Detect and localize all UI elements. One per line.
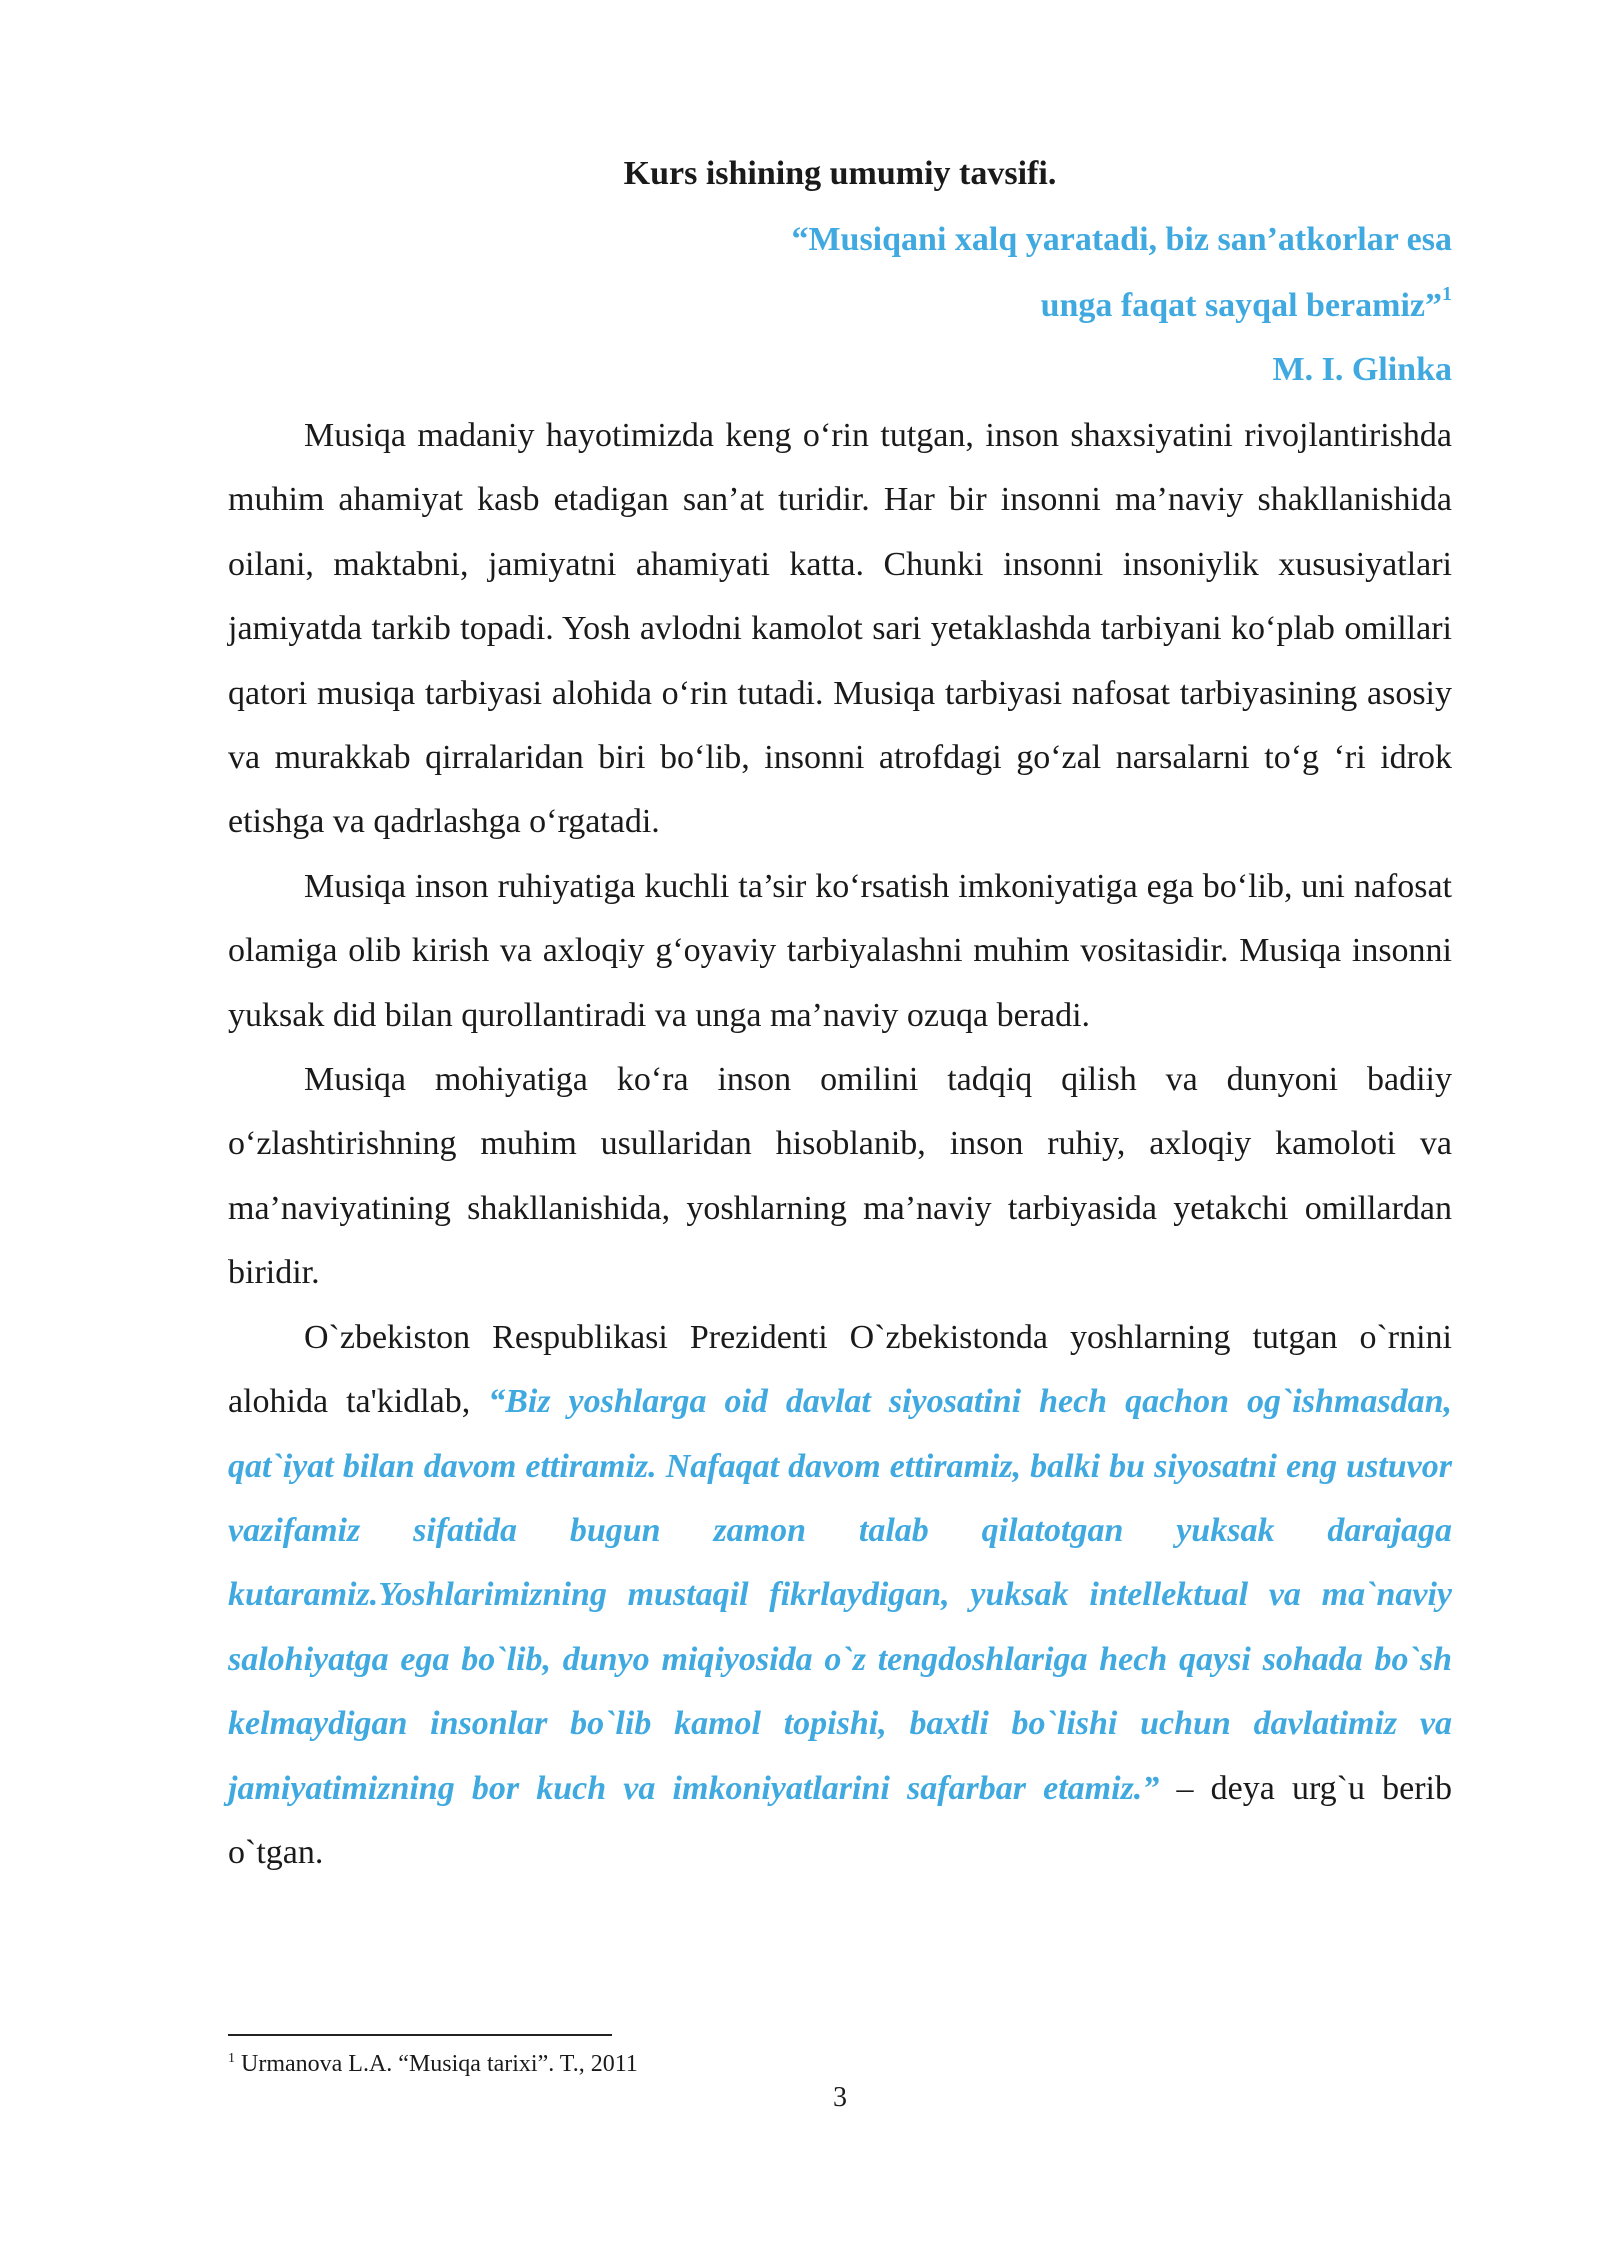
epigraph-author: M. I. Glinka [1272, 351, 1452, 388]
footnote-reference: 1 [1442, 283, 1452, 305]
paragraph-4-intro: O`zbekiston Respublikasi Prezidenti O`zbekistonda yoshlarning tutgan o`rnini alohida ta'kidlab, [228, 1318, 1452, 1421]
epigraph-line-2-text: unga faqat sayqal beramiz” [1040, 287, 1442, 324]
paragraph-1: Musiqa madaniy hayotimizda keng o‘rin tutgan, inson shaxsiyatini rivojlantirishda muhim ahamiyat kasb etadigan san’at turidir. Har bir insonni ma’naviy shakllanishida oilani, maktabni, jamiyatni ahamiyati katta. Chunki insonni insoniylik xususiyatlari jamiyatda tarkib topadi. Yosh avlodni kamolot sari yetaklashda tarbiyani ko‘plab omillari qatori musiqa tarbiyasi alohida o‘rin tutadi. Musiqa tarbiyasi nafosat tarbiyasining asosiy va murakkab qirralaridan biri bo‘lib, insonni atrofdagi go‘zal narsalarni to‘g ‘ri idrok etishga va qadrlashga o‘rgatadi. [228, 417, 1452, 841]
epigraph-line-1: “Musiqani xalq yaratadi, biz san’atkorlar esa [791, 221, 1452, 258]
footnote-separator [228, 2034, 612, 2036]
paragraph-4 [228, 1306, 1452, 1886]
page-number: 3 [833, 2082, 847, 2113]
page-title: Kurs ishining umumiy tavsifi. [623, 155, 1057, 192]
epigraph-line-2 [1041, 280, 1452, 332]
body-text [228, 404, 1452, 1885]
paragraph-4-tail: – deya urg`u berib o`tgan. [228, 1769, 1452, 1871]
footnote-text: Urmanova L.A. “Musiqa tarixi”. T., 2011 [235, 2051, 638, 2077]
footnote-mark: 1 [228, 2051, 235, 2066]
paragraph-2: Musiqa inson ruhiyatiga kuchli ta’sir ko‘rsatish imkoniyatiga ega bo‘lib, uni nafosat olamiga olib kirish va axloqiy g‘oyaviy tarbiyalashni muhim vositasidir. Musiqa insonni yuksak did bilan qurollantiradi va unga ma’naviy ozuqa beradi. [228, 867, 1452, 1034]
footnote [228, 2048, 638, 2080]
president-quote: “Biz yoshlarga oid davlat siyosatini hech qachon og`ishmasdan, qat`iyat bilan davom ettiramiz. Nafaqat davom ettiramiz, balki bu siyosatni eng ustuvor vazifamiz sifatida bugun zamon talab qilatotgan yuksak darajaga kutaramiz.Yoshlarimizning mustaqil fikrlaydigan, yuksak intellektual va ma`naviy salohiyatga ega bo`lib, dunyo miqiyosida o`z tengdoshlariga hech qaysi sohada bo`sh kelmaydigan insonlar bo`lib kamol topishi, baxtli bo`lishi uchun davlatimiz va jamiyatimizning bor kuch va imkoniyatlarini safarbar etamiz.” [228, 1383, 1452, 1807]
paragraph-3: Musiqa mohiyatiga ko‘ra inson omilini tadqiq qilish va dunyoni badiiy o‘zlashtirishning muhim usullaridan hisoblanib, inson ruhiy, axloqiy kamoloti va ma’naviyatining shakllanishida, yoshlarning ma’naviy tarbiyasida yetakchi omillardan biridir. [228, 1061, 1452, 1292]
